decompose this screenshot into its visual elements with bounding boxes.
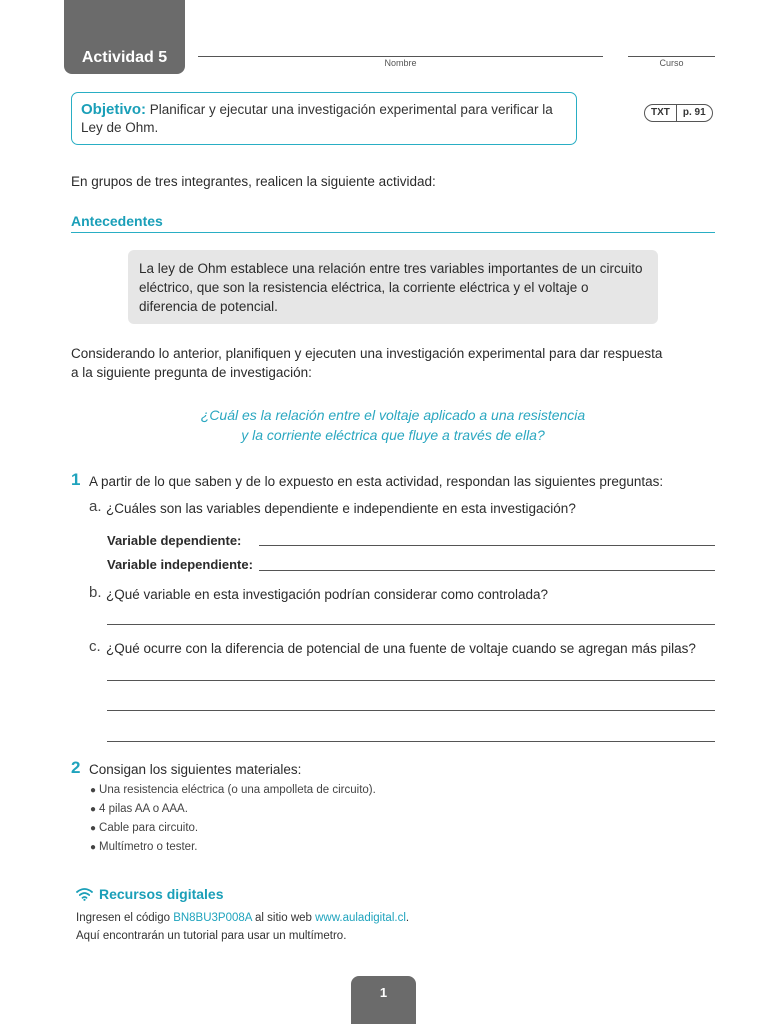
objective-label: Objetivo: <box>81 101 147 118</box>
item1c-answer-line-1[interactable] <box>107 680 715 681</box>
item1c-answer-line-3[interactable] <box>107 741 715 742</box>
list-item: ● Multímetro o tester. <box>90 841 198 853</box>
research-question-line2: y la corriente eléctrica que fluye a través de ella? <box>241 427 545 443</box>
item2-number: 2 <box>71 758 81 777</box>
objective-box <box>71 92 577 145</box>
bullet-icon: ● <box>90 842 97 853</box>
item2-text: Consigan los siguientes materiales: <box>89 762 302 777</box>
item1b-text: ¿Qué variable en esta investigación podrían considerar como controlada? <box>106 587 549 602</box>
resources-text <box>76 909 409 945</box>
digital-code: BN8BU3P008A <box>173 912 252 924</box>
dependent-variable-label: Variable dependiente: <box>107 533 242 548</box>
list-item: ● Una resistencia eléctrica (o una ampolleta de circuito). <box>90 784 376 796</box>
name-caption: Nombre <box>384 58 417 68</box>
resources-line1: Ingresen el código BN8BU3P008A al sitio web www.auladigital.cl. <box>76 912 410 924</box>
item1c-letter: c. <box>89 638 101 655</box>
resources-line2: Aquí encontrarán un tutorial para usar un multímetro. <box>76 930 347 942</box>
independent-variable-label: Variable independiente: <box>107 557 253 572</box>
textbook-page: p. 91 <box>676 105 712 121</box>
course-caption: Curso <box>659 58 684 68</box>
item1b-letter: b. <box>89 584 102 601</box>
website-link[interactable]: www.auladigital.cl <box>315 912 406 924</box>
intro-text: En grupos de tres integrantes, realicen la siguiente actividad: <box>71 174 436 189</box>
list-item: ● 4 pilas AA o AAA. <box>90 803 188 815</box>
activity-tab <box>64 0 185 74</box>
independent-variable-answer-line[interactable] <box>259 570 715 571</box>
item1a-letter: a. <box>89 498 102 515</box>
background-box: La ley de Ohm establece una relación entre tres variables importantes de un circuito eléctrico, que son la resistencia eléctrica, la corriente eléctrica y el voltaje o diferencia de potencial. <box>128 250 658 324</box>
bullet-icon: ● <box>90 785 97 796</box>
materials-list <box>90 781 376 857</box>
research-question <box>71 405 715 445</box>
item1c-text: ¿Qué ocurre con la diferencia de potencial de una fuente de voltaje cuando se agregan más pilas? <box>106 641 696 656</box>
textbook-reference <box>644 104 713 122</box>
list-item: ● Cable para circuito. <box>90 822 199 834</box>
name-line[interactable] <box>198 56 603 57</box>
course-line[interactable] <box>628 56 715 57</box>
research-question-line1: ¿Cuál es la relación entre el voltaje aplicado a una resistencia <box>200 407 586 423</box>
dependent-variable-answer-line[interactable] <box>259 545 715 546</box>
item1a-text: ¿Cuáles son las variables dependiente e independiente en esta investigación? <box>106 501 576 516</box>
bullet-icon: ● <box>90 804 97 815</box>
bullet-icon: ● <box>90 823 97 834</box>
page-number: 1 <box>351 976 416 1024</box>
activity-label: Actividad 5 <box>81 49 168 66</box>
item1-text: A partir de lo que saben y de lo expuesto en esta actividad, respondan las siguientes preguntas: <box>89 474 664 489</box>
item1b-answer-line[interactable] <box>107 624 715 625</box>
item1c-answer-line-2[interactable] <box>107 710 715 711</box>
resources-heading-text: Recursos digitales <box>99 886 224 902</box>
resources-heading <box>76 886 224 902</box>
wifi-icon <box>76 887 93 901</box>
item1-number: 1 <box>71 470 81 489</box>
background-heading: Antecedentes <box>71 213 715 233</box>
considering-text: Considerando lo anterior, planifiquen y ejecuten una investigación experimental para dar respuesta a la siguiente pregunta de investigación: <box>71 346 663 380</box>
textbook-tag: TXT <box>651 107 670 118</box>
objective-text: Planificar y ejecutar una investigación experimental para verificar la Ley de Ohm. <box>81 102 553 135</box>
